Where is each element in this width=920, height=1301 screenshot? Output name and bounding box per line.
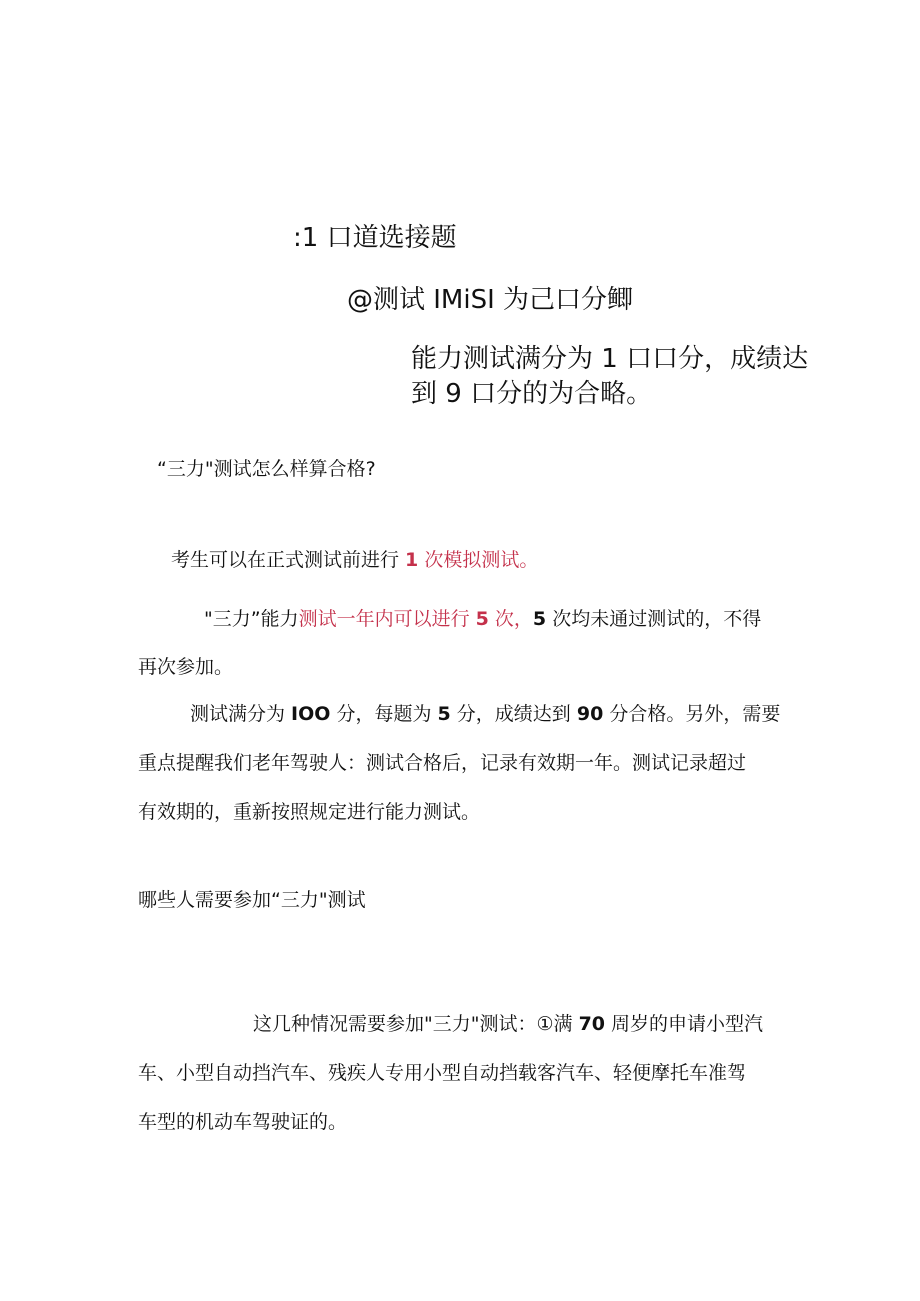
- question-pass-criteria: “三力"测试怎么样算合格?: [157, 458, 376, 480]
- para2-line-2: 再次参加。: [138, 656, 234, 678]
- para2-seg1: "三力”能力: [204, 608, 299, 630]
- para4-line-2: 车、小型自动挡汽车、残疾人专用小型自动挡载客汽车、轻便摩托车准驾: [138, 1062, 747, 1084]
- para3-seg4: 5: [437, 703, 451, 725]
- para2-seg5: 5: [532, 608, 547, 630]
- question-who-needs-test: 哪些人需要参加“三力"测试: [138, 889, 366, 911]
- paragraph-eligibility: [138, 1000, 838, 1147]
- para3-seg5: 分，成绩达到: [450, 703, 577, 725]
- para2-seg6: 次均未通过测试的，不得: [546, 608, 762, 630]
- para3-line-3: 有效期的，重新按照规定进行能力测试。: [138, 801, 481, 823]
- para3-seg7: 分合格。另外，需要: [603, 703, 781, 725]
- heading-line-3: [411, 342, 851, 412]
- paragraph-mock-test: [171, 545, 538, 575]
- heading-line-3b: 到 9 口分的为合略。: [411, 379, 653, 409]
- para3-seg2: IOO: [291, 703, 331, 725]
- paragraph-attempt-limit: [138, 595, 858, 691]
- para3-seg1: 测试满分为: [190, 703, 292, 725]
- para1-text: 考生可以在正式测试前进行: [171, 549, 406, 571]
- paragraph-scoring: [138, 690, 858, 837]
- para2-seg4: 次，: [488, 608, 533, 630]
- para3-line-2: 重点提醒我们老年驾驶人：测试合格后，记录有效期一年。测试记录超过: [138, 752, 747, 774]
- para2-seg3: 5: [475, 608, 489, 630]
- para3-line-1: [138, 690, 858, 739]
- para4-seg3: 周岁的申请小型汽: [605, 1013, 764, 1035]
- para4-line-3: 车型的机动车驾驶证的。: [138, 1111, 348, 1133]
- para4-line-1: [138, 1000, 838, 1049]
- para3-seg3: 分，每题为: [330, 703, 438, 725]
- para1-red-text: 次模拟测试。: [418, 549, 539, 571]
- heading-line-1: :1 口道选接题: [293, 223, 457, 253]
- para4-seg1: 这几种情况需要参加"三力"测试：①满: [253, 1013, 579, 1035]
- para4-seg2: 70: [578, 1013, 606, 1035]
- heading-line-3a: 能力测试满分为 1 口口分，成绩达: [411, 344, 809, 374]
- heading-line-2: @测试 IMiSI 为己口分鲫: [347, 285, 634, 315]
- para1-number: 1: [405, 549, 419, 571]
- para2-seg2: 测试一年内可以进行: [298, 608, 476, 630]
- para3-seg6: 90: [576, 703, 604, 725]
- para2-line-1: [138, 595, 858, 643]
